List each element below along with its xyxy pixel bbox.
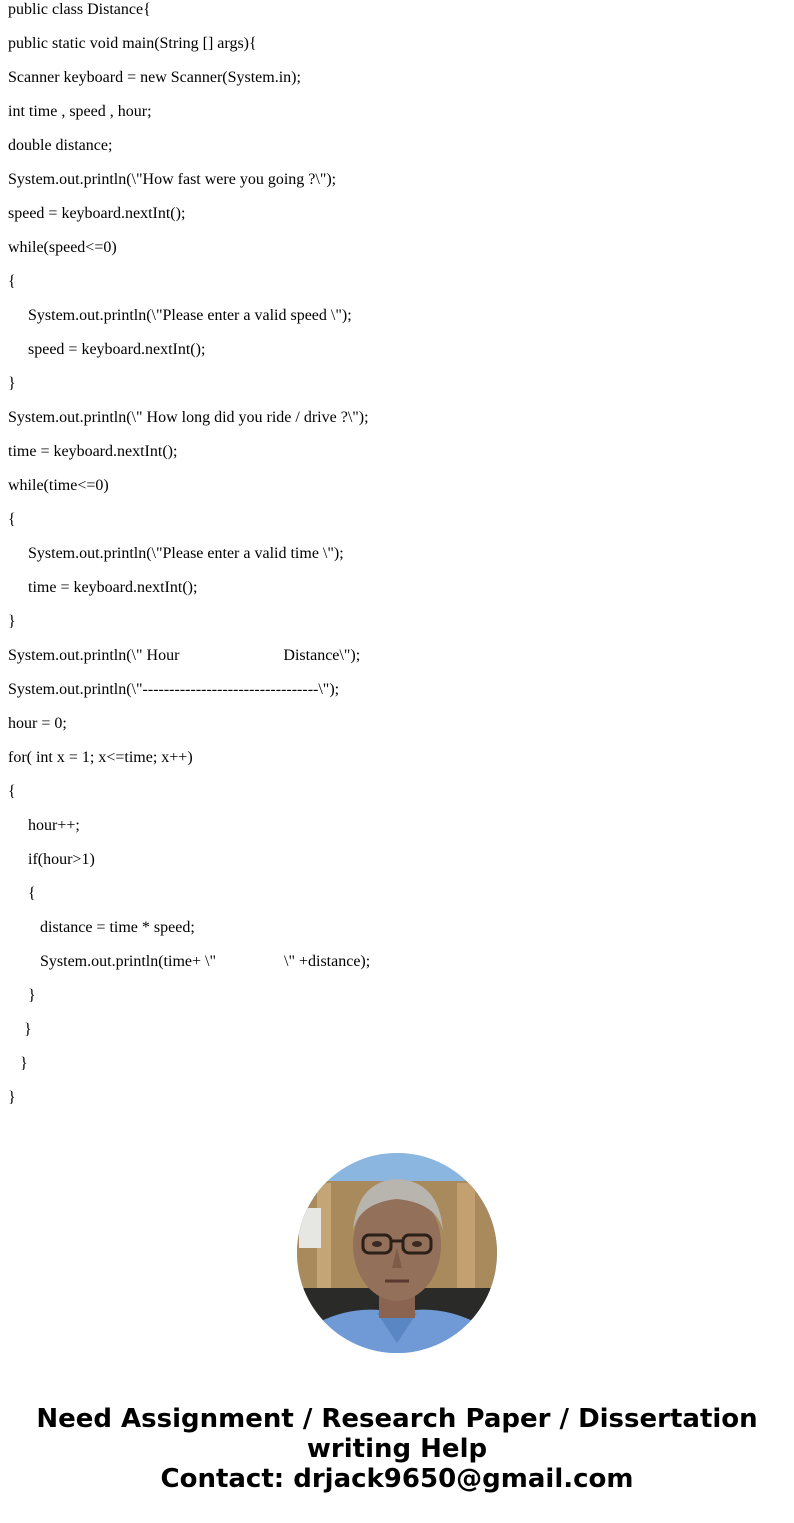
code-line: double distance; bbox=[8, 137, 113, 154]
code-line: { bbox=[8, 511, 16, 528]
code-line: } bbox=[8, 613, 16, 630]
code-line: for( int x = 1; x<=time; x++) bbox=[8, 749, 193, 766]
code-line: time = keyboard.nextInt(); bbox=[8, 443, 178, 460]
code-line: System.out.println(\"---------------------------------\"); bbox=[8, 681, 340, 698]
portrait-illustration bbox=[297, 1153, 497, 1353]
code-line: time = keyboard.nextInt(); bbox=[28, 579, 198, 596]
code-line: System.out.println(\"Please enter a valid speed \"); bbox=[28, 307, 352, 324]
code-line: { bbox=[8, 783, 16, 800]
code-line: speed = keyboard.nextInt(); bbox=[8, 205, 186, 222]
cta-contact-email: Contact: drjack9650@gmail.com bbox=[160, 1464, 634, 1494]
code-line: } bbox=[24, 1021, 32, 1038]
code-line: System.out.println(time+ \" \" +distance); bbox=[40, 953, 371, 970]
code-line: { bbox=[28, 885, 36, 902]
code-line: } bbox=[28, 987, 36, 1004]
code-line: while(time<=0) bbox=[8, 477, 109, 494]
code-line: System.out.println(\" Hour Distance\"); bbox=[8, 647, 361, 664]
code-line: System.out.println(\" How long did you ride / drive ?\"); bbox=[8, 409, 369, 426]
code-listing bbox=[8, 0, 788, 1122]
code-line: { bbox=[8, 273, 16, 290]
code-line: int time , speed , hour; bbox=[8, 103, 152, 120]
code-line: System.out.println(\"Please enter a valid time \"); bbox=[28, 545, 344, 562]
code-line: if(hour>1) bbox=[28, 851, 95, 868]
code-line: Scanner keyboard = new Scanner(System.in); bbox=[8, 69, 301, 86]
avatar bbox=[297, 1153, 497, 1353]
code-line: public class Distance{ bbox=[8, 1, 151, 18]
code-line: } bbox=[20, 1055, 28, 1072]
code-line: } bbox=[8, 1089, 16, 1106]
code-line: hour = 0; bbox=[8, 715, 67, 732]
contact-banner bbox=[0, 1404, 794, 1494]
code-line: } bbox=[8, 375, 16, 392]
code-line: while(speed<=0) bbox=[8, 239, 117, 256]
code-line: distance = time * speed; bbox=[40, 919, 195, 936]
cta-headline-line2: writing Help bbox=[306, 1434, 488, 1464]
code-line: hour++; bbox=[28, 817, 80, 834]
code-line: System.out.println(\"How fast were you going ?\"); bbox=[8, 171, 337, 188]
code-line: speed = keyboard.nextInt(); bbox=[28, 341, 206, 358]
code-line: public static void main(String [] args){ bbox=[8, 35, 257, 52]
cta-headline-line1: Need Assignment / Research Paper / Dissertation bbox=[36, 1404, 758, 1434]
